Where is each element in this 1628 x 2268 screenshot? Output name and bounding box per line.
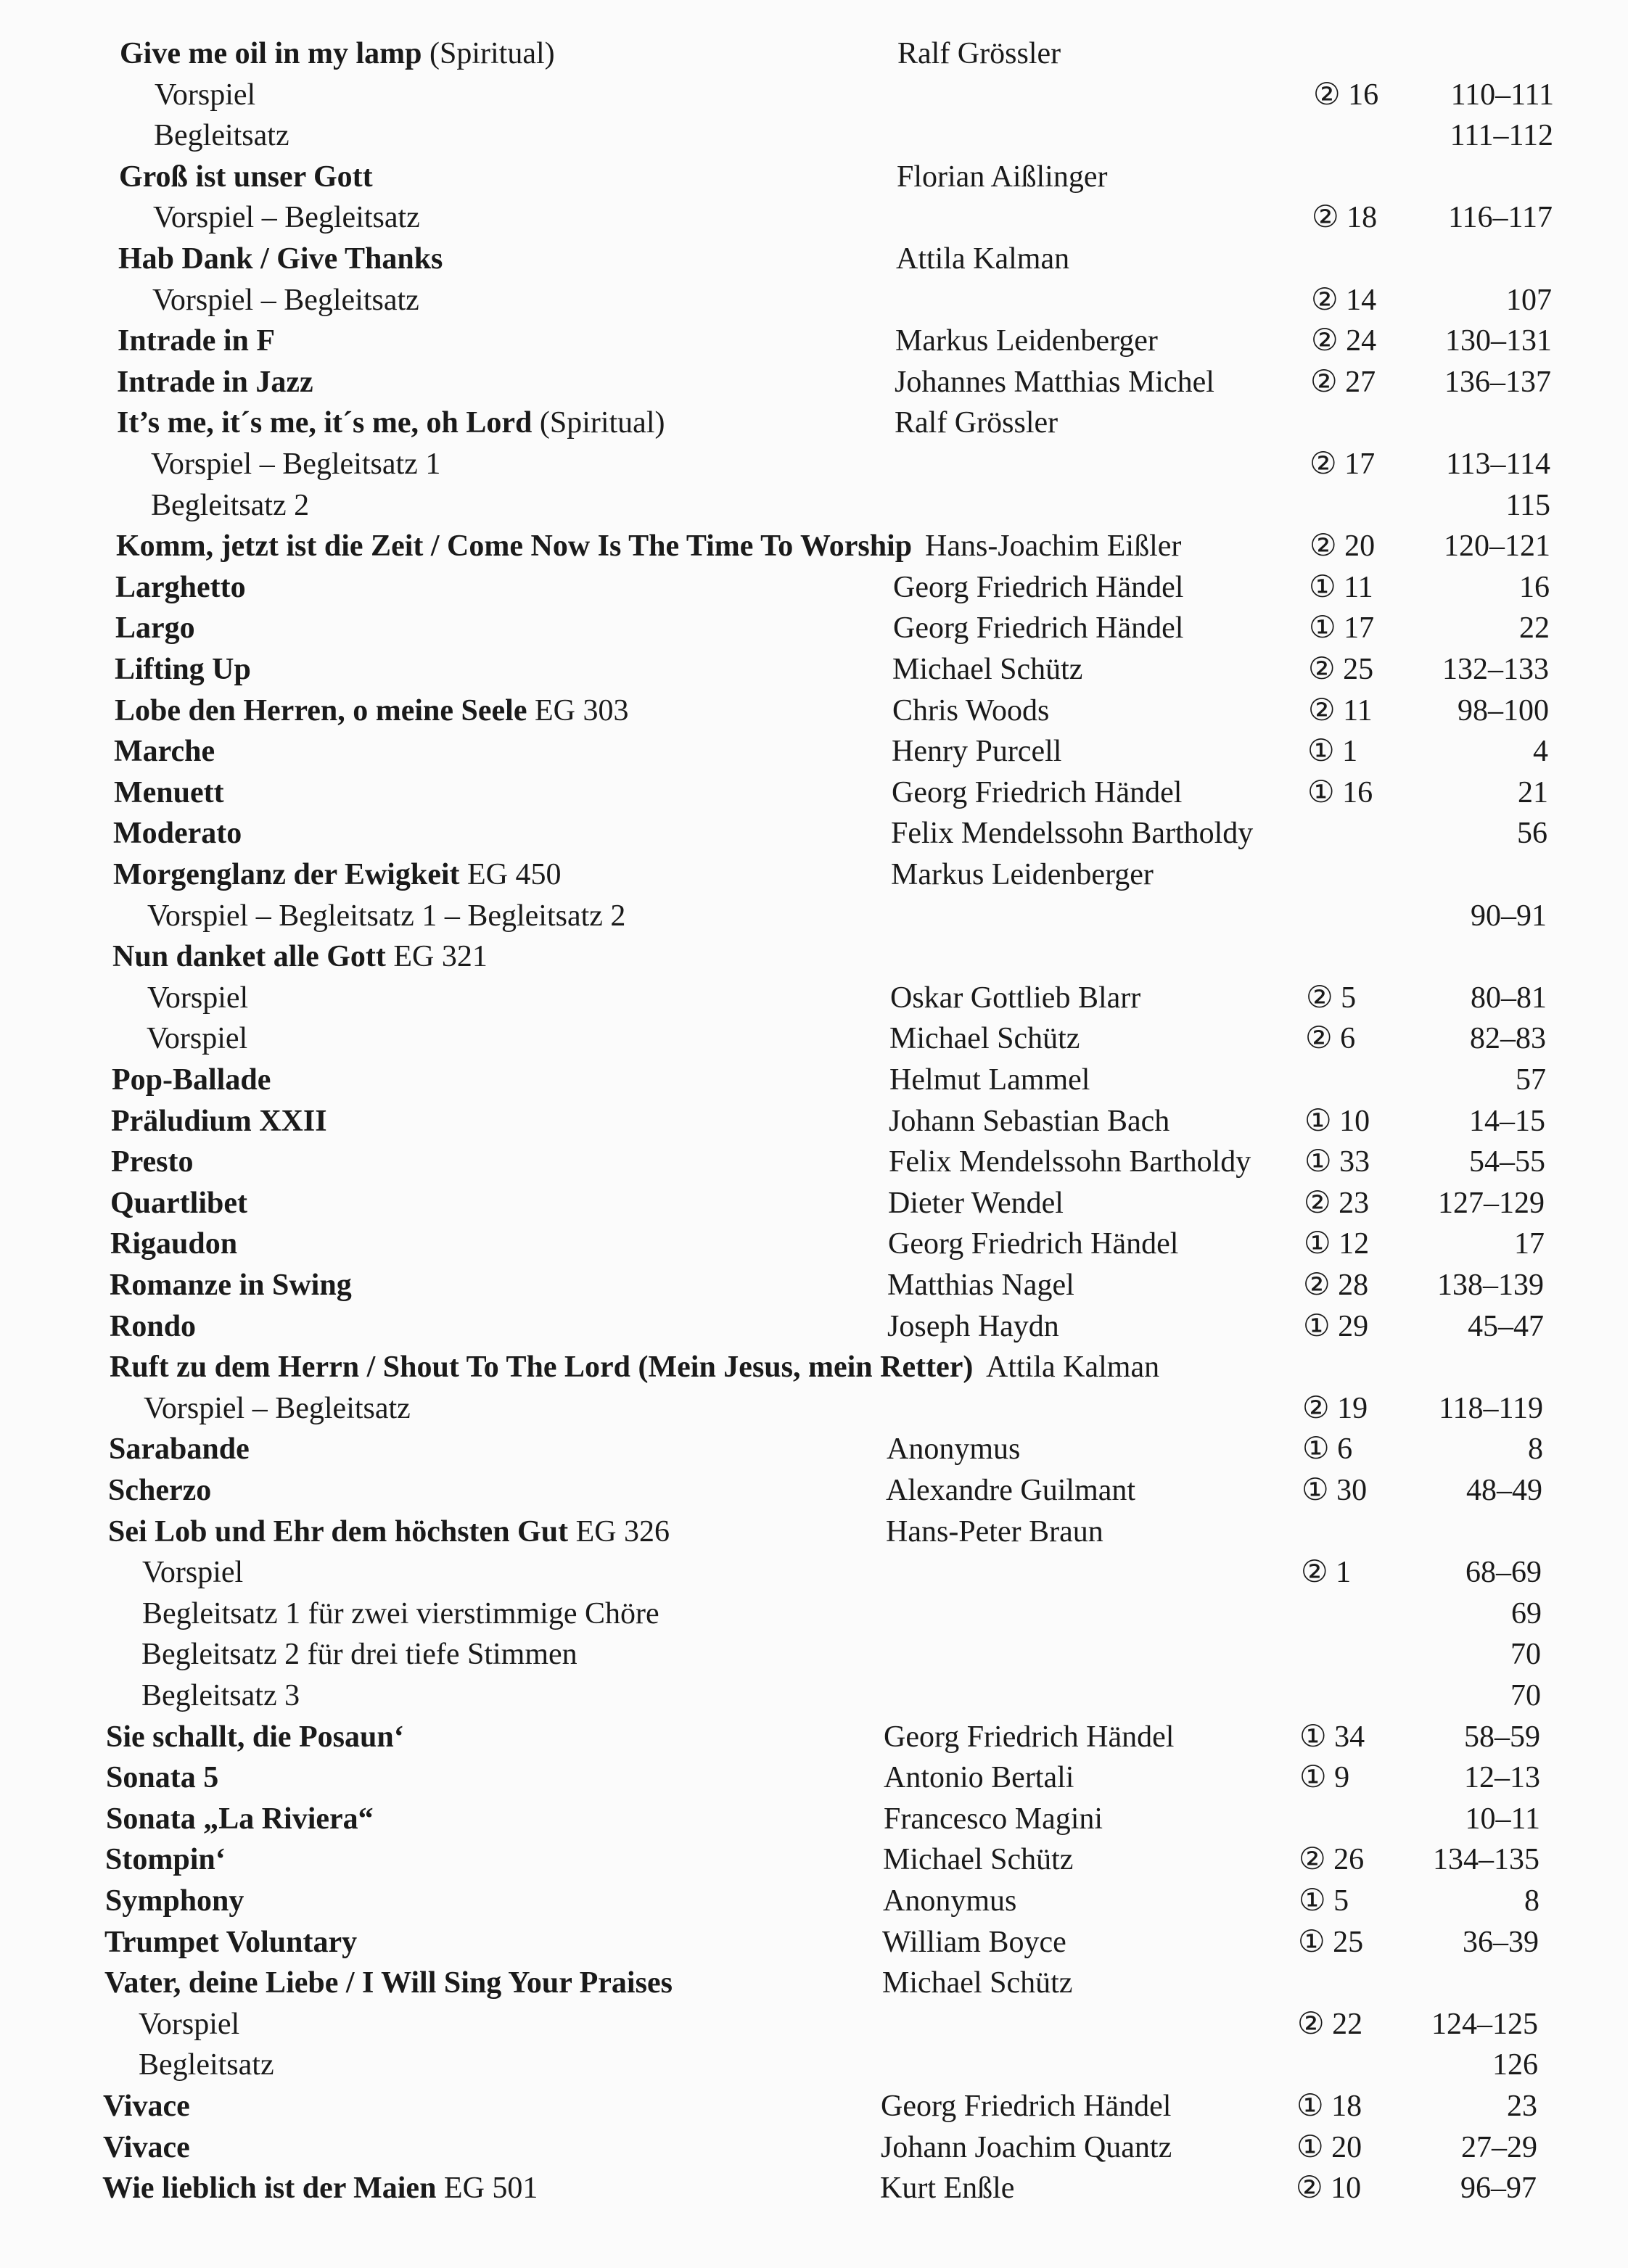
cd-track: ① 18 [1296,2090,1362,2123]
page-numbers: 70 [1510,1638,1541,1672]
piece-title: Intrade in F [118,324,276,358]
piece-movement: Begleitsatz [154,119,289,153]
composer-name: Anonymus [887,1432,1021,1467]
cd-track: ① 17 [1309,611,1375,646]
composer-name: Henry Purcell [892,735,1062,769]
piece-title: Presto [111,1145,194,1179]
composer-name: Felix Mendelssohn Bartholdy [891,817,1254,851]
index-row [0,1718,1628,1759]
page-numbers: 68–69 [1465,1556,1542,1590]
composer-name: Joseph Haydn [887,1309,1059,1343]
piece-title: Sarabande [109,1432,250,1467]
composer-name: Georg Friedrich Händel [893,611,1184,646]
cd-track: ② 16 [1313,78,1379,112]
page-numbers: 45–47 [1468,1309,1544,1343]
composer-name: Markus Leidenberger [895,324,1158,358]
piece-title: Larghetto [115,570,246,604]
index-row [0,1102,1628,1143]
piece-note: (Spiritual) [532,406,665,440]
composer-name: Hans-Peter Braun [886,1514,1103,1549]
composer-name: Michael Schütz [882,1966,1073,2000]
index-row [0,1308,1628,1348]
page-numbers: 70 [1510,1679,1541,1712]
piece-title: Symphony [105,1884,244,1918]
cd-track: ② 26 [1299,1843,1365,1877]
page-numbers: 118–119 [1439,1391,1543,1425]
cd-track: ① 34 [1299,1720,1365,1754]
index-row [0,76,1628,117]
piece-title: Nun danket alle Gott EG 321 [112,940,488,974]
piece-title: Moderato [113,817,242,851]
composer-name: Ralf Grössler [895,406,1058,440]
index-row [0,774,1628,815]
composer-name: Michael Schütz [883,1843,1074,1877]
piece-note: EG 326 [568,1514,670,1549]
index-row [0,1677,1628,1718]
piece-title: Intrade in Jazz [117,365,313,399]
page-numbers: 17 [1514,1227,1545,1261]
composer-name: Georg Friedrich Händel [893,570,1184,604]
composer-name: Georg Friedrich Händel [881,2090,1172,2123]
cd-track: ② 14 [1311,283,1377,317]
composer-name: Georg Friedrich Händel [884,1720,1175,1754]
composer-name: Helmut Lammel [889,1063,1090,1097]
cd-track: ① 29 [1303,1309,1369,1343]
page-numbers: 69 [1511,1596,1542,1630]
piece-movement: Vorspiel [155,78,256,112]
index-row [0,938,1628,978]
piece-note: EG 501 [436,2172,538,2206]
piece-title: Vivace [103,2130,190,2164]
index-row [0,322,1628,363]
index-row [0,1390,1628,1430]
composer-name: Attila Kalman [896,242,1070,276]
piece-movement: Begleitsatz 2 für drei tiefe Stimmen [141,1638,577,1672]
piece-note: EG 450 [459,858,562,891]
page-numbers: 107 [1506,283,1552,317]
composer-name: Ralf Grössler [897,37,1061,70]
composer-name: Georg Friedrich Händel [888,1227,1179,1261]
page-numbers: 126 [1492,2048,1538,2082]
page-numbers: 57 [1516,1063,1546,1097]
cd-track: ② 18 [1312,201,1378,235]
page-numbers: 22 [1519,611,1550,646]
composer-name: Felix Mendelssohn Bartholdy [889,1145,1251,1179]
piece-note: EG 303 [527,693,629,727]
index-row [0,1923,1628,1964]
index-row [0,609,1628,650]
index-row [0,733,1628,773]
page-numbers: 21 [1518,775,1548,809]
composer-name: Matthias Nagel [887,1269,1074,1302]
piece-movement: Vorspiel [142,1556,244,1590]
cd-track: ① 33 [1304,1145,1370,1179]
composer-name: Johann Joachim Quantz [881,2130,1172,2164]
page-numbers: 14–15 [1469,1104,1545,1138]
piece-title: It’s me, it´s me, it´s me, oh Lord (Spiritual) [117,406,665,440]
composer-name: Hans-Joachim Eißler [925,529,1182,564]
page-numbers: 16 [1519,570,1550,604]
index-row [0,2046,1628,2087]
cd-track: ② 28 [1303,1269,1369,1302]
index-row [0,1841,1628,1881]
index-row [0,1800,1628,1841]
index-row [0,1061,1628,1102]
piece-movement: Begleitsatz 2 [151,488,310,522]
composer-name: Alexandre Guilmant [886,1474,1136,1507]
index-row [0,1143,1628,1184]
cd-track: ② 24 [1311,324,1377,358]
composer-name: Johannes Matthias Michel [895,365,1214,399]
index-row [0,363,1628,404]
index-row [0,240,1628,281]
cd-track: ② 25 [1308,653,1374,686]
cd-track: ① 6 [1302,1432,1353,1467]
index-row [0,1348,1628,1389]
cd-track: ② 20 [1310,529,1376,564]
piece-title: Give me oil in my lamp (Spiritual) [120,37,555,70]
composer-name: Michael Schütz [889,1022,1080,1056]
index-row [0,1472,1628,1512]
index-row [0,815,1628,855]
piece-title: Lifting Up [115,653,251,686]
piece-note: EG 321 [385,940,488,974]
index-row [0,527,1628,568]
piece-title: Hab Dank / Give Thanks [118,242,443,276]
piece-movement: Vorspiel – Begleitsatz 1 [151,448,441,481]
piece-title: Scherzo [108,1474,212,1507]
composer-name: Kurt Enßle [880,2172,1015,2206]
piece-title: Vater, deine Liebe / I Will Sing Your Praises [104,1966,673,2000]
index-row [0,897,1628,938]
index-row [0,979,1628,1020]
piece-title: Groß ist unser Gott [119,160,373,194]
composer-name: Anonymus [883,1884,1017,1918]
index-row [0,2087,1628,2128]
piece-movement: Begleitsatz 3 [141,1679,300,1712]
piece-title: Vivace [103,2090,190,2123]
page-numbers: 23 [1507,2090,1537,2123]
page-numbers: 27–29 [1461,2130,1537,2164]
index-row [0,404,1628,445]
piece-title: Romanze in Swing [110,1269,352,1302]
page-numbers: 96–97 [1460,2172,1537,2206]
page-numbers: 10–11 [1465,1802,1540,1836]
page-numbers: 8 [1524,1884,1539,1918]
cd-track: ② 10 [1296,2172,1362,2206]
piece-title: Pop-Ballade [112,1063,271,1097]
piece-title: Sonata 5 [106,1761,219,1795]
page-numbers: 80–81 [1471,981,1547,1015]
piece-title: Menuett [114,775,224,809]
composer-name: Antonio Bertali [884,1761,1074,1795]
page-numbers: 132–133 [1442,653,1549,686]
index-row [0,856,1628,896]
piece-movement: Vorspiel – Begleitsatz [153,201,420,235]
index-row [0,651,1628,691]
page-numbers: 58–59 [1464,1720,1540,1754]
composer-name: Florian Aißlinger [897,160,1108,194]
composer-name: Chris Woods [892,693,1050,727]
index-row [0,2129,1628,2169]
piece-title: Sonata „La Riviera“ [106,1802,374,1836]
index-row [0,1266,1628,1307]
index-row [0,1882,1628,1923]
page-numbers: 82–83 [1470,1022,1546,1056]
piece-title: Ruft zu dem Herrn / Shout To The Lord (Mein Jesus, mein Retter) [110,1351,974,1385]
composer-name: Michael Schütz [892,653,1083,686]
index-row [0,1513,1628,1554]
index-row [0,2005,1628,2046]
piece-title: Rondo [110,1309,197,1343]
piece-title: Largo [115,611,195,646]
index-row [0,158,1628,199]
page-numbers: 136–137 [1444,365,1551,399]
cd-track: ② 17 [1310,448,1376,481]
index-row [0,1430,1628,1471]
cd-track: ② 23 [1304,1186,1370,1220]
index-row [0,1225,1628,1266]
page-numbers: 54–55 [1469,1145,1545,1179]
cd-track: ② 1 [1301,1556,1352,1590]
composer-name: Markus Leidenberger [891,858,1154,891]
page-numbers: 111–112 [1450,119,1553,153]
index-row [0,1554,1628,1594]
composer-name: Attila Kalman [986,1351,1160,1385]
page-numbers: 120–121 [1444,529,1550,564]
piece-movement: Begleitsatz 1 für zwei vierstimmige Chöre [142,1596,659,1630]
page-numbers: 8 [1528,1432,1543,1467]
index-row [0,1759,1628,1799]
cd-track: ① 1 [1307,735,1358,769]
piece-title: Wie lieblich ist der Maien EG 501 [102,2172,538,2206]
cd-track: ② 6 [1305,1022,1356,1056]
cd-track: ② 5 [1306,981,1357,1015]
index-row [0,199,1628,239]
piece-note: (Spiritual) [422,37,555,70]
cd-track: ② 22 [1297,2007,1363,2041]
page-numbers: 138–139 [1437,1269,1544,1302]
cd-track: ② 27 [1310,365,1376,399]
cd-track: ① 25 [1298,1925,1364,1959]
piece-movement: Vorspiel – Begleitsatz 1 – Begleitsatz 2 [147,899,626,933]
index-row [0,1595,1628,1636]
piece-movement: Vorspiel – Begleitsatz [152,283,419,317]
page-numbers: 12–13 [1464,1761,1540,1795]
piece-title: Morgenglanz der Ewigkeit EG 450 [113,858,562,891]
piece-movement: Vorspiel [147,981,249,1015]
composer-name: Francesco Magini [884,1802,1103,1836]
page-numbers: 56 [1517,817,1547,851]
cd-track: ① 12 [1304,1227,1370,1261]
page-numbers: 98–100 [1458,693,1549,727]
index-row [0,569,1628,609]
page-numbers: 36–39 [1463,1925,1539,1959]
index-row [0,281,1628,322]
page-numbers: 4 [1533,735,1548,769]
piece-title: Komm, jetzt ist die Zeit / Come Now Is The Time To Worship [116,529,913,564]
composer-name: Georg Friedrich Händel [892,775,1183,809]
page-numbers: 116–117 [1448,201,1553,235]
page-numbers: 48–49 [1466,1474,1542,1507]
composer-name: William Boyce [882,1925,1066,1959]
piece-title: Präludium XXII [111,1104,327,1138]
index-row [0,35,1628,75]
piece-movement: Vorspiel [147,1022,248,1056]
index-row [0,692,1628,733]
composer-name: Johann Sebastian Bach [889,1104,1170,1138]
cd-track: ① 10 [1304,1104,1370,1138]
piece-title: Rigaudon [110,1227,238,1261]
page-numbers: 90–91 [1471,899,1547,933]
page-numbers: 115 [1505,488,1550,522]
page-numbers: 110–111 [1450,78,1554,112]
piece-title: Sei Lob und Ehr dem höchsten Gut EG 326 [108,1514,670,1549]
page-numbers: 134–135 [1433,1843,1539,1877]
cd-track: ② 11 [1308,693,1373,727]
page-numbers: 124–125 [1431,2007,1538,2041]
piece-movement: Vorspiel – Begleitsatz [144,1391,411,1425]
composer-name: Dieter Wendel [888,1186,1064,1220]
index-row [0,445,1628,486]
piece-title: Marche [114,735,215,769]
index-row [0,117,1628,157]
index-row [0,487,1628,527]
index-row [0,1964,1628,2005]
composer-name: Oskar Gottlieb Blarr [890,981,1141,1015]
piece-title: Quartlibet [110,1186,247,1220]
index-row [0,1020,1628,1060]
cd-track: ① 11 [1309,570,1373,604]
page-numbers: 130–131 [1445,324,1552,358]
cd-track: ① 9 [1299,1761,1350,1795]
piece-title: Trumpet Voluntary [104,1925,358,1959]
index-row [0,2169,1628,2210]
cd-track: ① 30 [1302,1474,1368,1507]
index-row [0,1636,1628,1676]
piece-title: Lobe den Herren, o meine Seele EG 303 [115,693,629,727]
cd-track: ① 5 [1299,1884,1349,1918]
cd-track: ② 19 [1302,1391,1368,1425]
cd-track: ① 20 [1296,2130,1362,2164]
cd-track: ① 16 [1307,775,1373,809]
page-numbers: 127–129 [1438,1186,1545,1220]
piece-movement: Vorspiel [139,2007,240,2041]
page-numbers: 113–114 [1446,448,1550,481]
piece-movement: Begleitsatz [139,2048,274,2082]
piece-title: Sie schallt, die Posaun‘ [106,1720,404,1754]
index-row [0,1184,1628,1225]
piece-title: Stompin‘ [105,1843,226,1877]
